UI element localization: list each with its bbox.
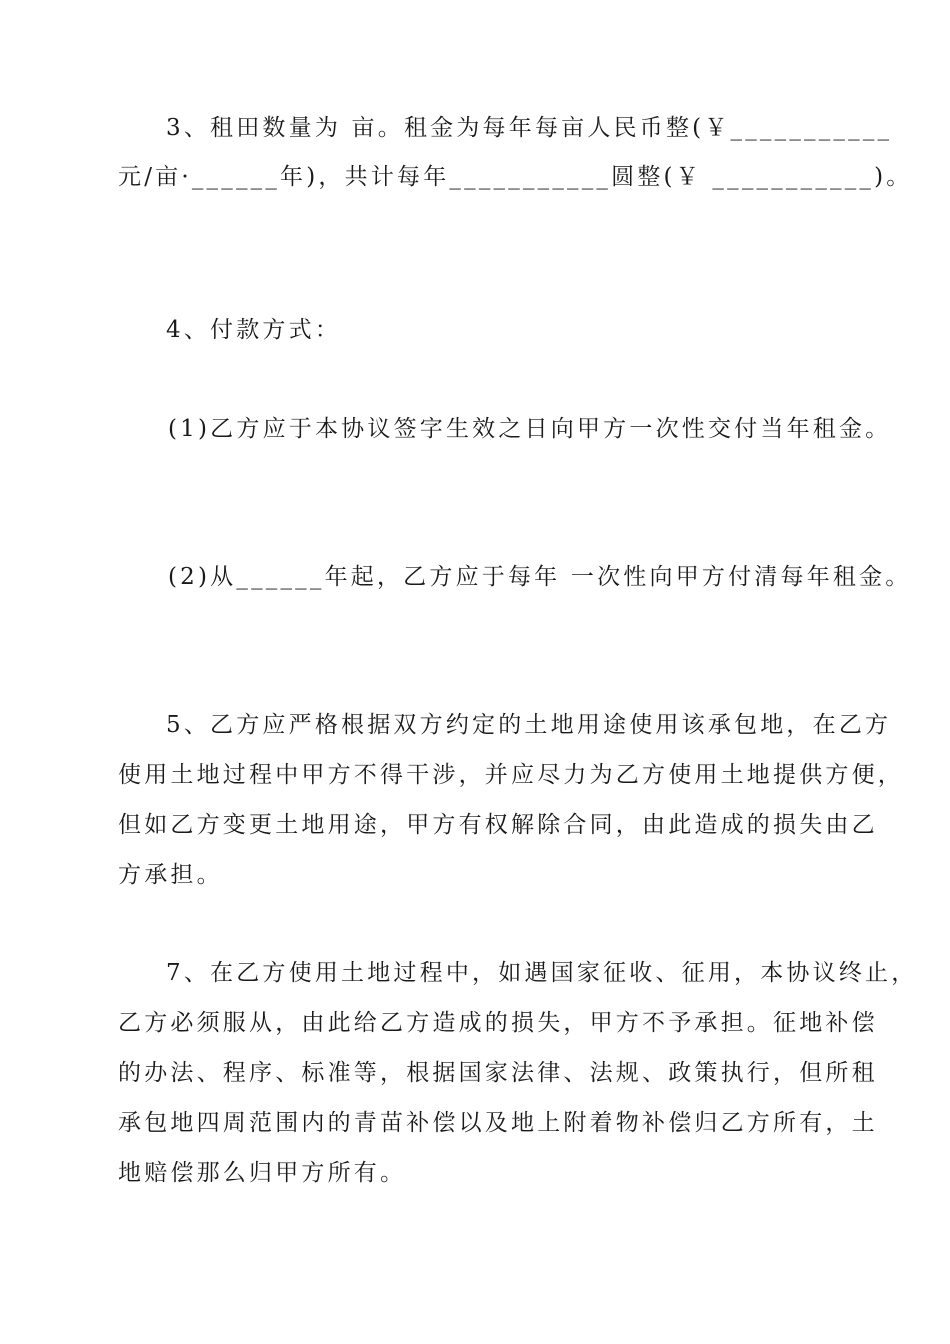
clause-7-line-3: 的办法、程序、标准等，根据国家法律、法规、政策执行，但所租: [118, 1060, 878, 1086]
clause-5-line-3: 但如乙方变更土地用途，甲方有权解除合同，由此造成的损失由乙: [118, 812, 878, 838]
clause-4-item-1: (1)乙方应于本协议签字生效之日向甲方一次性交付当年租金。: [168, 416, 892, 442]
clause-7-line-2: 乙方必须服从，由此给乙方造成的损失，甲方不予承担。征地补偿: [118, 1010, 878, 1036]
clause-5-line-1: 5、乙方应严格根据双方约定的土地用途使用该承包地，在乙方: [166, 712, 892, 738]
clause-4-item-2: (2)从______年起，乙方应于每年 一次性向甲方付清每年租金。: [168, 564, 912, 590]
clause-5-line-2: 使用土地过程中甲方不得干涉，并应尽力为乙方使用土地提供方便，: [118, 762, 904, 788]
clause-7-line-1: 7、在乙方使用土地过程中，如遇国家征收、征用，本协议终止，: [166, 960, 918, 986]
clause-5-line-4: 方承担。: [118, 862, 223, 888]
clause-4-heading: 4、付款方式：: [166, 317, 342, 343]
clause-7-line-5: 地赔偿那么归甲方所有。: [118, 1160, 407, 1186]
clause-3-line-2: 元/亩·______年)，共计每年___________圆整(￥ ___________)。: [118, 164, 913, 190]
clause-7-line-4: 承包地四周范围内的青苗补偿以及地上附着物补偿归乙方所有，土: [118, 1110, 878, 1136]
clause-3-line-1: 3、租田数量为 亩。租金为每年每亩人民币整(￥___________: [166, 115, 893, 141]
